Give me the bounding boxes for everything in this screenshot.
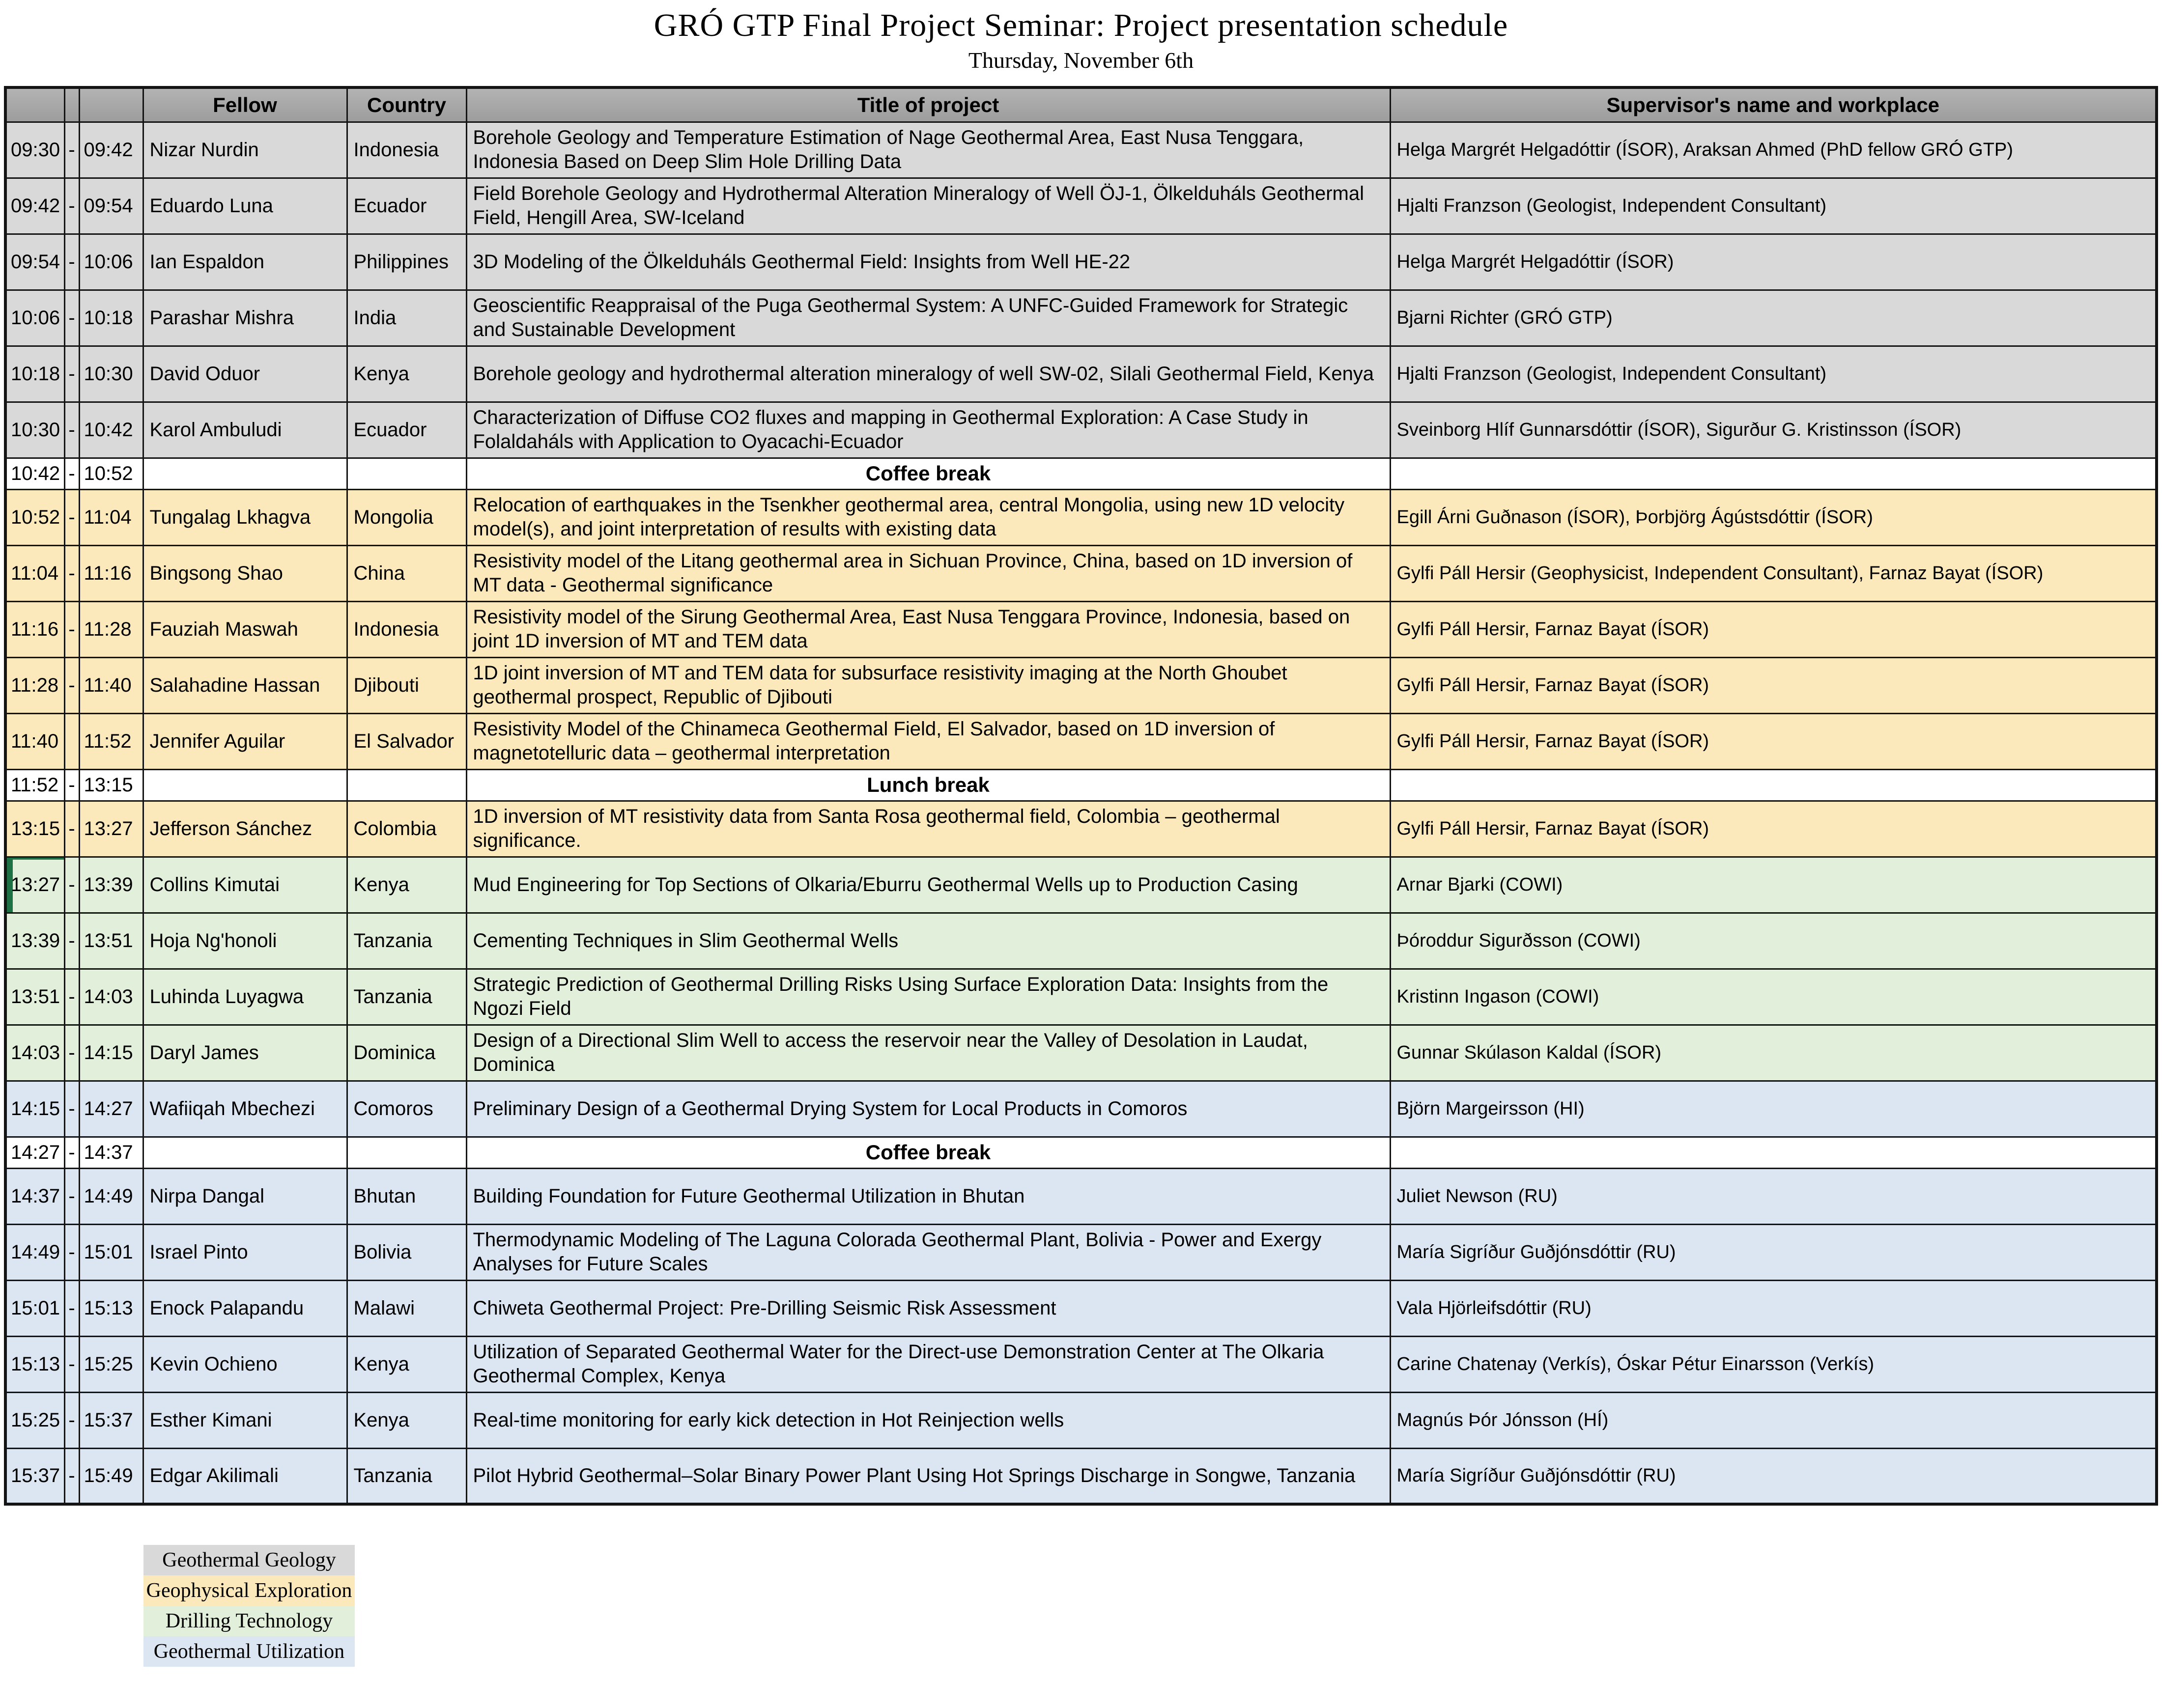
cell-supervisor[interactable]: Gylfi Páll Hersir (Geophysicist, Independent Consultant), Farnaz Bayat (ÍSOR) — [1390, 545, 2157, 601]
schedule-row — [5, 1025, 2157, 1081]
cell-start-time[interactable]: 10:06 — [5, 290, 64, 346]
cell-dash[interactable]: - — [64, 769, 79, 801]
cell-end-time[interactable]: 14:27 — [79, 1081, 143, 1137]
cell-dash[interactable]: - — [64, 1392, 79, 1448]
cell-fellow[interactable]: Karol Ambuludi — [143, 402, 347, 458]
cell-project-title[interactable]: Design of a Directional Slim Well to access the reservoir near the Valley of Desolation in Laudat, Dominica — [466, 1025, 1390, 1081]
cell-dash[interactable]: - — [64, 601, 79, 657]
cell-start-time[interactable]: 11:04 — [5, 545, 64, 601]
cell-dash[interactable]: - — [64, 290, 79, 346]
cell-supervisor[interactable]: Björn Margeirsson (HI) — [1390, 1081, 2157, 1137]
cell-end-time[interactable]: 11:28 — [79, 601, 143, 657]
cell-start-time[interactable]: 10:30 — [5, 402, 64, 458]
schedule-row — [5, 178, 2157, 234]
cell-fellow[interactable]: Salahadine Hassan — [143, 657, 347, 713]
cell-fellow[interactable]: Hoja Ng'honoli — [143, 913, 347, 969]
schedule-row — [5, 1392, 2157, 1448]
cell-supervisor[interactable]: Gylfi Páll Hersir, Farnaz Bayat (ÍSOR) — [1390, 657, 2157, 713]
cell-dash[interactable]: - — [64, 1448, 79, 1504]
cell-dash[interactable]: - — [64, 1224, 79, 1280]
cell-start-time[interactable]: 15:13 — [5, 1336, 64, 1392]
cell-fellow[interactable] — [143, 769, 347, 801]
legend-item-drilling: Drilling Technology — [143, 1606, 355, 1636]
cell-project-title[interactable]: Characterization of Diffuse CO2 fluxes and mapping in Geothermal Exploration: A Case Study in Folaldaháls with Application to Oyacachi-Ecuador — [466, 402, 1390, 458]
cell-start-time[interactable]: 11:16 — [5, 601, 64, 657]
header-supervisor[interactable]: Supervisor's name and workplace — [1390, 87, 2157, 122]
cell-supervisor[interactable]: Hjalti Franzson (Geologist, Independent Consultant) — [1390, 346, 2157, 402]
cell-project-title[interactable]: Resistivity model of the Litang geothermal area in Sichuan Province, China, based on 1D inversion of MT data - Geothermal significance — [466, 545, 1390, 601]
cell-end-time[interactable]: 10:52 — [79, 458, 143, 489]
table-header-row — [5, 87, 2157, 122]
cell-project-title[interactable]: Mud Engineering for Top Sections of Olkaria/Eburru Geothermal Wells up to Production Casing — [466, 857, 1390, 913]
cell-supervisor[interactable]: Gylfi Páll Hersir, Farnaz Bayat (ÍSOR) — [1390, 801, 2157, 857]
cell-dash[interactable]: - — [64, 1168, 79, 1224]
cell-fellow[interactable]: David Oduor — [143, 346, 347, 402]
cell-dash[interactable]: - — [64, 657, 79, 713]
cell-dash[interactable]: - — [64, 969, 79, 1025]
schedule-row — [5, 1168, 2157, 1224]
cell-start-time[interactable]: 15:25 — [5, 1392, 64, 1448]
legend-item-geology: Geothermal Geology — [143, 1545, 355, 1575]
cell-fellow[interactable]: Bingsong Shao — [143, 545, 347, 601]
cell-supervisor[interactable]: María Sigríður Guðjónsdóttir (RU) — [1390, 1448, 2157, 1504]
cell-project-title[interactable]: Relocation of earthquakes in the Tsenkher geothermal area, central Mongolia, using new 1D velocity model(s), and joint interpretation of results with existing data — [466, 489, 1390, 545]
cell-fellow[interactable]: Fauziah Maswah — [143, 601, 347, 657]
cell-end-time[interactable]: 13:51 — [79, 913, 143, 969]
cell-project-title[interactable]: Lunch break — [466, 769, 1390, 801]
cell-fellow[interactable]: Daryl James — [143, 1025, 347, 1081]
cell-country[interactable] — [347, 458, 466, 489]
cell-dash[interactable]: - — [64, 1025, 79, 1081]
cell-end-time[interactable]: 15:49 — [79, 1448, 143, 1504]
cell-end-time[interactable]: 10:42 — [79, 402, 143, 458]
cell-project-title[interactable]: Resistivity Model of the Chinameca Geothermal Field, El Salvador, based on 1D inversion of magnetotelluric data – geothermal interpretation — [466, 713, 1390, 769]
cell-dash[interactable]: - — [64, 1336, 79, 1392]
cell-dash[interactable]: - — [64, 234, 79, 290]
cell-country[interactable]: China — [347, 545, 466, 601]
cell-end-time[interactable]: 11:04 — [79, 489, 143, 545]
cell-project-title[interactable]: Borehole Geology and Temperature Estimation of Nage Geothermal Area, East Nusa Tenggara, Indonesia Based on Deep Slim Hole Drilling Data — [466, 122, 1390, 178]
cell-project-title[interactable]: Borehole geology and hydrothermal alteration mineralogy of well SW-02, Silali Geothermal Field, Kenya — [466, 346, 1390, 402]
cell-dash[interactable]: - — [64, 1280, 79, 1336]
schedule-row — [5, 969, 2157, 1025]
cell-country[interactable]: El Salvador — [347, 713, 466, 769]
cell-project-title[interactable]: Coffee break — [466, 458, 1390, 489]
cell-start-time[interactable]: 09:42 — [5, 178, 64, 234]
cell-end-time[interactable]: 13:15 — [79, 769, 143, 801]
cell-start-time[interactable]: 11:52 — [5, 769, 64, 801]
cell-end-time[interactable]: 10:30 — [79, 346, 143, 402]
cell-fellow[interactable]: Luhinda Luyagwa — [143, 969, 347, 1025]
cell-supervisor[interactable]: Hjalti Franzson (Geologist, Independent Consultant) — [1390, 178, 2157, 234]
cell-country[interactable]: Kenya — [347, 346, 466, 402]
cell-dash[interactable]: - — [64, 913, 79, 969]
cell-end-time[interactable]: 14:15 — [79, 1025, 143, 1081]
cell-end-time[interactable]: 13:39 — [79, 857, 143, 913]
cell-fellow[interactable]: Esther Kimani — [143, 1392, 347, 1448]
category-legend — [143, 1545, 355, 1667]
cell-fellow[interactable]: Israel Pinto — [143, 1224, 347, 1280]
schedule-row — [5, 601, 2157, 657]
cell-supervisor[interactable]: Helga Margrét Helgadóttir (ÍSOR) — [1390, 234, 2157, 290]
break-row — [5, 458, 2157, 489]
cell-end-time[interactable]: 11:40 — [79, 657, 143, 713]
cell-supervisor[interactable]: Gylfi Páll Hersir, Farnaz Bayat (ÍSOR) — [1390, 713, 2157, 769]
cell-country[interactable]: Indonesia — [347, 122, 466, 178]
cell-supervisor[interactable]: Juliet Newson (RU) — [1390, 1168, 2157, 1224]
cell-supervisor[interactable]: Helga Margrét Helgadóttir (ÍSOR), Araksan Ahmed (PhD fellow GRÓ GTP) — [1390, 122, 2157, 178]
cell-project-title[interactable]: 1D joint inversion of MT and TEM data for subsurface resistivity imaging at the North Ghoubet geothermal prospect, Republic of Djibouti — [466, 657, 1390, 713]
header-start-time[interactable] — [5, 87, 64, 122]
cell-project-title[interactable]: Pilot Hybrid Geothermal–Solar Binary Power Plant Using Hot Springs Discharge in Songwe, Tanzania — [466, 1448, 1390, 1504]
cell-start-time[interactable]: 11:28 — [5, 657, 64, 713]
cell-start-time[interactable]: 14:49 — [5, 1224, 64, 1280]
cell-project-title[interactable]: Utilization of Separated Geothermal Water for the Direct-use Demonstration Center at The Olkaria Geothermal Complex, Kenya — [466, 1336, 1390, 1392]
cell-start-time[interactable]: 13:15 — [5, 801, 64, 857]
cell-supervisor[interactable]: Kristinn Ingason (COWI) — [1390, 969, 2157, 1025]
cell-end-time[interactable]: 11:52 — [79, 713, 143, 769]
cell-fellow[interactable]: Ian Espaldon — [143, 234, 347, 290]
cell-fellow[interactable] — [143, 458, 347, 489]
cell-dash[interactable]: - — [64, 1137, 79, 1168]
cell-country[interactable]: Malawi — [347, 1280, 466, 1336]
cell-country[interactable]: Tanzania — [347, 913, 466, 969]
cell-fellow[interactable]: Edgar Akilimali — [143, 1448, 347, 1504]
cell-dash[interactable]: - — [64, 178, 79, 234]
cell-country[interactable]: Kenya — [347, 857, 466, 913]
schedule-row — [5, 657, 2157, 713]
cell-start-time[interactable]: 14:27 — [5, 1137, 64, 1168]
schedule-row — [5, 713, 2157, 769]
legend-item-utilization: Geothermal Utilization — [143, 1636, 355, 1667]
cell-project-title[interactable]: Coffee break — [466, 1137, 1390, 1168]
schedule-row — [5, 545, 2157, 601]
cell-country[interactable]: Colombia — [347, 801, 466, 857]
cell-project-title[interactable]: 3D Modeling of the Ölkelduháls Geothermal Field: Insights from Well HE-22 — [466, 234, 1390, 290]
cell-end-time[interactable]: 15:01 — [79, 1224, 143, 1280]
cell-dash[interactable]: - — [64, 122, 79, 178]
cell-dash[interactable]: - — [64, 346, 79, 402]
schedule-row — [5, 913, 2157, 969]
cell-dash[interactable] — [64, 713, 79, 769]
cell-supervisor[interactable] — [1390, 1137, 2157, 1168]
cell-country[interactable]: Tanzania — [347, 969, 466, 1025]
cell-dash[interactable]: - — [64, 458, 79, 489]
cell-supervisor[interactable]: Bjarni Richter (GRÓ GTP) — [1390, 290, 2157, 346]
header-fellow[interactable]: Fellow — [143, 87, 347, 122]
cell-country[interactable]: Comoros — [347, 1081, 466, 1137]
cell-supervisor[interactable]: Vala Hjörleifsdóttir (RU) — [1390, 1280, 2157, 1336]
cell-country[interactable]: Ecuador — [347, 178, 466, 234]
schedule-row — [5, 290, 2157, 346]
cell-start-time[interactable]: 09:54 — [5, 234, 64, 290]
cell-fellow[interactable]: Collins Kimutai — [143, 857, 347, 913]
schedule-row — [5, 1280, 2157, 1336]
cell-fellow[interactable]: Parashar Mishra — [143, 290, 347, 346]
cell-country[interactable]: Mongolia — [347, 489, 466, 545]
cell-start-time[interactable]: 10:52 — [5, 489, 64, 545]
cell-country[interactable]: Dominica — [347, 1025, 466, 1081]
header-end-time[interactable] — [79, 87, 143, 122]
cell-fellow[interactable]: Eduardo Luna — [143, 178, 347, 234]
schedule-row — [5, 122, 2157, 178]
cell-country[interactable] — [347, 1137, 466, 1168]
schedule-row — [5, 402, 2157, 458]
cell-dash[interactable]: - — [64, 1081, 79, 1137]
cell-start-time[interactable]: 13:27 — [5, 857, 64, 913]
cell-start-time[interactable]: 13:39 — [5, 913, 64, 969]
cell-start-time[interactable]: 14:03 — [5, 1025, 64, 1081]
cell-country[interactable]: Philippines — [347, 234, 466, 290]
cell-country[interactable]: Bolivia — [347, 1224, 466, 1280]
cell-start-time[interactable]: 11:40 — [5, 713, 64, 769]
page-title: GRÓ GTP Final Project Seminar: Project presentation schedule — [654, 7, 1508, 43]
cell-end-time[interactable]: 13:27 — [79, 801, 143, 857]
header-country[interactable]: Country — [347, 87, 466, 122]
cell-project-title[interactable]: Thermodynamic Modeling of The Laguna Colorada Geothermal Plant, Bolivia - Power and Exergy Analyses for Future Scales — [466, 1224, 1390, 1280]
cell-start-time[interactable]: 10:18 — [5, 346, 64, 402]
cell-country[interactable]: Bhutan — [347, 1168, 466, 1224]
cell-end-time[interactable]: 10:18 — [79, 290, 143, 346]
cell-project-title[interactable]: 1D inversion of MT resistivity data from Santa Rosa geothermal field, Colombia – geothermal significance. — [466, 801, 1390, 857]
cell-dash[interactable]: - — [64, 857, 79, 913]
cell-fellow[interactable]: Jennifer Aguilar — [143, 713, 347, 769]
cell-country[interactable]: Kenya — [347, 1392, 466, 1448]
cell-project-title[interactable]: Real-time monitoring for early kick detection in Hot Reinjection wells — [466, 1392, 1390, 1448]
cell-fellow[interactable]: Nizar Nurdin — [143, 122, 347, 178]
cell-fellow[interactable]: Enock Palapandu — [143, 1280, 347, 1336]
cell-project-title[interactable]: Chiweta Geothermal Project: Pre-Drilling Seismic Risk Assessment — [466, 1280, 1390, 1336]
cell-end-time[interactable]: 14:03 — [79, 969, 143, 1025]
cell-fellow[interactable] — [143, 1137, 347, 1168]
cell-dash[interactable]: - — [64, 545, 79, 601]
cell-project-title[interactable]: Strategic Prediction of Geothermal Drilling Risks Using Surface Exploration Data: Insights from the Ngozi Field — [466, 969, 1390, 1025]
cell-dash[interactable]: - — [64, 801, 79, 857]
cell-end-time[interactable]: 15:37 — [79, 1392, 143, 1448]
cell-supervisor[interactable]: Sveinborg Hlíf Gunnarsdóttir (ÍSOR), Sigurður G. Kristinsson (ÍSOR) — [1390, 402, 2157, 458]
cell-country[interactable]: Kenya — [347, 1336, 466, 1392]
cell-end-time[interactable]: 14:37 — [79, 1137, 143, 1168]
header-project-title[interactable]: Title of project — [466, 87, 1390, 122]
cell-dash[interactable]: - — [64, 489, 79, 545]
cell-start-time[interactable]: 15:01 — [5, 1280, 64, 1336]
page-date: Thursday, November 6th — [968, 48, 1194, 73]
cell-start-time[interactable]: 09:30 — [5, 122, 64, 178]
schedule-row — [5, 1448, 2157, 1504]
cell-country[interactable]: India — [347, 290, 466, 346]
cell-end-time[interactable]: 14:49 — [79, 1168, 143, 1224]
cell-start-time[interactable]: 14:37 — [5, 1168, 64, 1224]
cell-end-time[interactable]: 09:54 — [79, 178, 143, 234]
schedule-row — [5, 489, 2157, 545]
cell-country[interactable]: Indonesia — [347, 601, 466, 657]
cell-start-time[interactable]: 13:51 — [5, 969, 64, 1025]
cell-start-time[interactable]: 14:15 — [5, 1081, 64, 1137]
cell-fellow[interactable]: Kevin Ochieno — [143, 1336, 347, 1392]
cell-supervisor[interactable] — [1390, 458, 2157, 489]
cell-fellow[interactable]: Wafiiqah Mbechezi — [143, 1081, 347, 1137]
cell-project-title[interactable]: Building Foundation for Future Geothermal Utilization in Bhutan — [466, 1168, 1390, 1224]
cell-supervisor[interactable]: Egill Árni Guðnason (ÍSOR), Þorbjörg Ágústsdóttir (ÍSOR) — [1390, 489, 2157, 545]
cell-project-title[interactable]: Cementing Techniques in Slim Geothermal Wells — [466, 913, 1390, 969]
cell-supervisor[interactable]: Arnar Bjarki (COWI) — [1390, 857, 2157, 913]
cell-end-time[interactable]: 09:42 — [79, 122, 143, 178]
header-dash[interactable] — [64, 87, 79, 122]
schedule-table — [4, 86, 2158, 1506]
cell-fellow[interactable]: Nirpa Dangal — [143, 1168, 347, 1224]
cell-country[interactable]: Djibouti — [347, 657, 466, 713]
cell-fellow[interactable]: Tungalag Lkhagva — [143, 489, 347, 545]
cell-country[interactable]: Ecuador — [347, 402, 466, 458]
schedule-row — [5, 801, 2157, 857]
cell-end-time[interactable]: 10:06 — [79, 234, 143, 290]
cell-project-title[interactable]: Geoscientific Reappraisal of the Puga Geothermal System: A UNFC-Guided Framework for Strategic and Sustainable Development — [466, 290, 1390, 346]
schedule-row — [5, 234, 2157, 290]
cell-supervisor[interactable]: Þóroddur Sigurðsson (COWI) — [1390, 913, 2157, 969]
cell-country[interactable] — [347, 769, 466, 801]
legend-item-geophysics: Geophysical Exploration — [143, 1575, 355, 1606]
schedule-row — [5, 346, 2157, 402]
break-row — [5, 769, 2157, 801]
cell-supervisor[interactable]: Gunnar Skúlason Kaldal (ÍSOR) — [1390, 1025, 2157, 1081]
cell-supervisor[interactable]: Magnús Þór Jónsson (HÍ) — [1390, 1392, 2157, 1448]
cell-project-title[interactable]: Resistivity model of the Sirung Geothermal Area, East Nusa Tenggara Province, Indonesia, based on joint 1D inversion of MT and TEM data — [466, 601, 1390, 657]
schedule-row — [5, 1336, 2157, 1392]
schedule-row — [5, 1081, 2157, 1137]
cell-start-time[interactable]: 15:37 — [5, 1448, 64, 1504]
cell-end-time[interactable]: 15:13 — [79, 1280, 143, 1336]
cell-start-time[interactable]: 10:42 — [5, 458, 64, 489]
cell-project-title[interactable]: Field Borehole Geology and Hydrothermal Alteration Mineralogy of Well ÖJ-1, Ölkelduháls Geothermal Field, Hengill Area, SW-Iceland — [466, 178, 1390, 234]
cell-supervisor[interactable]: Gylfi Páll Hersir, Farnaz Bayat (ÍSOR) — [1390, 601, 2157, 657]
cell-end-time[interactable]: 15:25 — [79, 1336, 143, 1392]
cell-fellow[interactable]: Jefferson Sánchez — [143, 801, 347, 857]
cell-supervisor[interactable] — [1390, 769, 2157, 801]
break-row — [5, 1137, 2157, 1168]
cell-supervisor[interactable]: María Sigríður Guðjónsdóttir (RU) — [1390, 1224, 2157, 1280]
cell-project-title[interactable]: Preliminary Design of a Geothermal Drying System for Local Products in Comoros — [466, 1081, 1390, 1137]
schedule-row — [5, 857, 2157, 913]
cell-dash[interactable]: - — [64, 402, 79, 458]
schedule-row — [5, 1224, 2157, 1280]
cell-end-time[interactable]: 11:16 — [79, 545, 143, 601]
cell-supervisor[interactable]: Carine Chatenay (Verkís), Óskar Pétur Einarsson (Verkís) — [1390, 1336, 2157, 1392]
cell-country[interactable]: Tanzania — [347, 1448, 466, 1504]
